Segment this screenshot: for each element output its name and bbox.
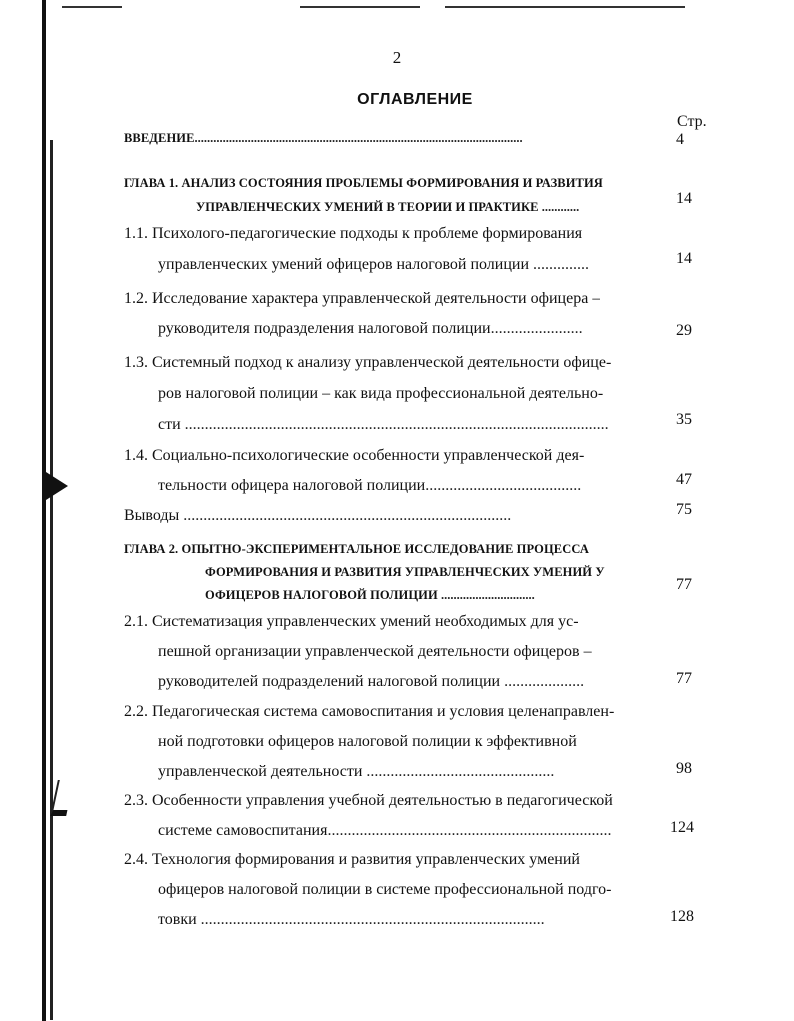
toc-entry-2-3-line2: системе самовоспитания....................................................................... — [158, 822, 612, 839]
toc-entry-1-1-line1: 1.1. Психолого-педагогические подходы к проблеме формирования — [124, 225, 583, 242]
scan-notch-arrow — [46, 472, 68, 500]
toc-entry-2-4-line2: офицеров налоговой полиции в системе профессиональной подго- — [158, 881, 612, 898]
toc-entry-label: ВВЕДЕНИЕ — [124, 131, 195, 145]
toc-entry-1-3-line1: 1.3. Системный подход к анализу управленческой деятельности офице- — [124, 354, 612, 371]
toc-entry-2-1-line2: пешной организации управленческой деятельности офицеров – — [158, 643, 592, 660]
toc-page-conclusions: 75 — [676, 501, 692, 518]
toc-page-1-1: 14 — [676, 250, 692, 267]
toc-entry-1-2-line2: руководителя подразделения налоговой полиции....................... — [158, 320, 583, 337]
toc-entry-conclusions: Выводы .................................................................................. — [124, 507, 512, 524]
toc-entry-2-3-line1: 2.3. Особенности управления учебной деятельностью в педагогической — [124, 792, 613, 809]
scan-artifact-top-1 — [62, 6, 122, 8]
toc-entry-1-1-line2: управленческих умений офицеров налоговой полиции .............. — [158, 256, 590, 273]
toc-entry-2-1-line3: руководителей подразделений налоговой полиции .................... — [158, 673, 585, 690]
toc-entry-intro: ВВЕДЕНИЕ......................................................................................................... — [124, 131, 523, 145]
toc-entry-2-1-line1: 2.1. Систематизация управленческих умений необходимых для ус- — [124, 613, 579, 630]
toc-entry-1-3-line2: ров налоговой полиции – как вида профессиональной деятельно- — [158, 385, 604, 402]
toc-chapter-1-line2: УПРАВЛЕНЧЕСКИХ УМЕНИЙ В ТЕОРИИ И ПРАКТИКЕ ............ — [196, 200, 580, 214]
toc-chapter-1-line1: ГЛАВА 1. АНАЛИЗ СОСТОЯНИЯ ПРОБЛЕМЫ ФОРМИРОВАНИЯ И РАЗВИТИЯ — [124, 176, 603, 190]
toc-entry-2-4-line1: 2.4. Технология формирования и развития управленческих умений — [124, 851, 580, 868]
toc-page-ch1: 14 — [676, 190, 692, 207]
toc-page-2-2: 98 — [676, 760, 692, 777]
page-column-header: Стр. — [677, 113, 707, 130]
toc-entry-1-3-line3: сти .......................................................................................................... — [158, 416, 609, 433]
toc-chapter-2-line3: ОФИЦЕРОВ НАЛОГОВОЙ ПОЛИЦИИ .............................. — [205, 588, 535, 602]
scan-artifact-top-2 — [300, 6, 420, 8]
toc-chapter-2-line2: ФОРМИРОВАНИЯ И РАЗВИТИЯ УПРАВЛЕНЧЕСКИХ УМЕНИЙ У — [205, 565, 605, 579]
toc-page-2-1: 77 — [676, 670, 692, 687]
toc-page-2-3: 124 — [670, 819, 694, 836]
toc-title: ОГЛАВЛЕНИЕ — [357, 91, 473, 108]
page-number: 2 — [392, 48, 402, 67]
toc-page-ch2: 77 — [676, 576, 692, 593]
toc-entry-2-2-line2: ной подготовки офицеров налоговой полиции к эффективной — [158, 733, 577, 750]
scan-edge-left-inner — [50, 140, 53, 1020]
scan-mark — [50, 780, 74, 816]
toc-entry-1-2-line1: 1.2. Исследование характера управленческой деятельности офицера – — [124, 290, 601, 307]
toc-entry-1-4-line1: 1.4. Социально-психологические особенности управленческой дея- — [124, 447, 585, 464]
toc-chapter-2-line1: ГЛАВА 2. ОПЫТНО-ЭКСПЕРИМЕНТАЛЬНОЕ ИССЛЕДОВАНИЕ ПРОЦЕССА — [124, 542, 589, 556]
toc-entry-2-2-line3: управленческой деятельности ............................................... — [158, 763, 555, 780]
scan-artifact-top-3 — [445, 6, 685, 8]
toc-page-intro: 4 — [676, 131, 684, 148]
toc-entry-2-4-line3: товки ...................................................................................... — [158, 911, 545, 928]
scan-edge-left — [42, 0, 46, 1021]
toc-page-1-2: 29 — [676, 322, 692, 339]
toc-page-1-4: 47 — [676, 471, 692, 488]
toc-page-2-4: 128 — [670, 908, 694, 925]
toc-entry-1-4-line2: тельности офицера налоговой полиции....................................... — [158, 477, 582, 494]
toc-page-1-3: 35 — [676, 411, 692, 428]
toc-entry-2-2-line1: 2.2. Педагогическая система самовоспитания и условия целенаправлен- — [124, 703, 615, 720]
